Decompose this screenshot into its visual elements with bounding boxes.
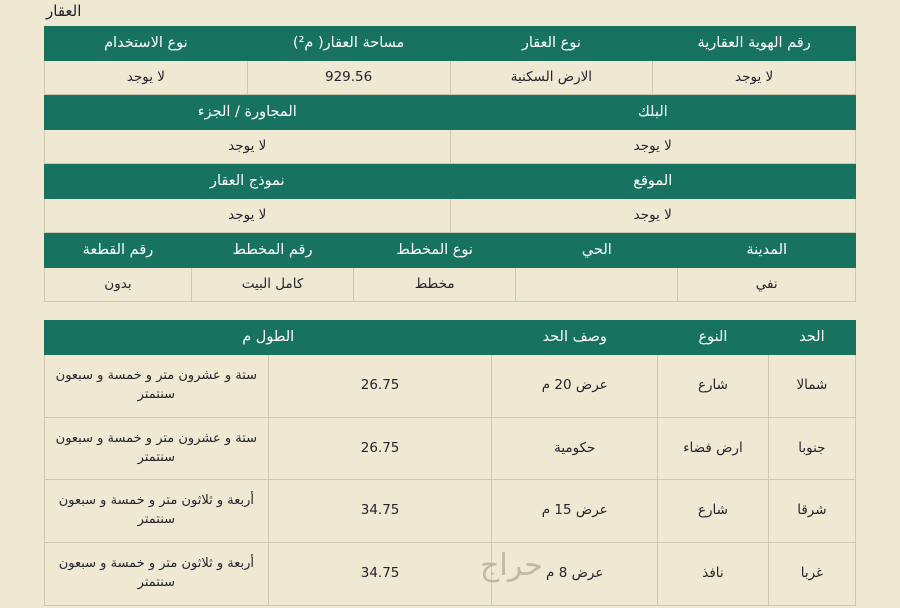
column-header-property-model: نموذج العقار [45,165,451,199]
cell-length-words: ستة و عشرون متر و خمسة و سبعون سنتمتر [45,417,269,480]
table-row [45,199,856,233]
column-header-neighboring-part: المجاورة / الجزء [45,96,451,130]
column-header-length: الطول م [45,321,492,355]
column-header-district: الحي [516,234,678,268]
column-header-bound: الحد [768,321,855,355]
table-header-row [45,27,856,61]
cell-length-words: أربعة و ثلاثون متر و خمسة و سبعون سنتمتر [45,480,269,543]
column-header-city: المدينة [678,234,856,268]
block-info-table [44,95,856,164]
cell-length-number: 26.75 [268,355,492,418]
page-title: العقار [46,2,82,20]
cell-location: لا يوجد [450,199,856,233]
table-row [45,417,856,480]
cell-district [516,268,678,302]
table-row [45,268,856,302]
cell-bound-description: حكومية [492,417,658,480]
cell-bound-type: شارع [658,480,769,543]
cell-bound-description: عرض 8 م [492,543,658,606]
cell-plan-number: كامل البيت [191,268,353,302]
column-header-location: الموقع [450,165,856,199]
cell-parcel-number: بدون [45,268,192,302]
cell-bound-description: عرض 15 م [492,480,658,543]
table-header-row [45,321,856,355]
cell-bound-type: ارض فضاء [658,417,769,480]
cell-property-type: الارض السكنية [450,61,653,95]
table-row [45,130,856,164]
watermark: حراج [480,548,543,583]
table-row [45,543,856,606]
cell-property-area: 929.56 [247,61,450,95]
table-header-row [45,165,856,199]
cell-bound: غربا [768,543,855,606]
cell-length-number: 34.75 [268,480,492,543]
column-header-bound-type: النوع [658,321,769,355]
cell-usage-type: لا يوجد [45,61,248,95]
cell-property-model: لا يوجد [45,199,451,233]
column-header-plan-number: رقم المخطط [191,234,353,268]
table-spacer [44,302,856,320]
cell-plan-type: مخطط [354,268,516,302]
cell-bound-type: شارع [658,355,769,418]
table-row [45,480,856,543]
cell-length-words: ستة و عشرون متر و خمسة و سبعون سنتمتر [45,355,269,418]
cell-neighboring-part: لا يوجد [45,130,451,164]
cell-length-number: 26.75 [268,417,492,480]
cell-bound: جنوبا [768,417,855,480]
cell-city: نفي [678,268,856,302]
column-header-property-area: مساحة العقار( م²) [247,27,450,61]
cell-bound-type: نافذ [658,543,769,606]
table-row [45,61,856,95]
table-header-row [45,96,856,130]
cell-bound: شرقا [768,480,855,543]
table-header-row [45,234,856,268]
property-info-table [44,26,856,95]
cell-length-number: 34.75 [268,543,492,606]
cell-bound: شمالا [768,355,855,418]
cell-bound-description: عرض 20 م [492,355,658,418]
table-row [45,355,856,418]
cell-block: لا يوجد [450,130,856,164]
column-header-usage-type: نوع الاستخدام [45,27,248,61]
column-header-property-id: رقم الهوية العقارية [653,27,856,61]
boundaries-table [44,320,856,606]
column-header-bound-description: وصف الحد [492,321,658,355]
cell-length-words: أربعة و ثلاثون متر و خمسة و سبعون سنتمتر [45,543,269,606]
column-header-block: البلك [450,96,856,130]
plan-info-table [44,233,856,302]
column-header-property-type: نوع العقار [450,27,653,61]
cell-property-id: لا يوجد [653,61,856,95]
location-info-table [44,164,856,233]
column-header-parcel-number: رقم القطعة [45,234,192,268]
column-header-plan-type: نوع المخطط [354,234,516,268]
